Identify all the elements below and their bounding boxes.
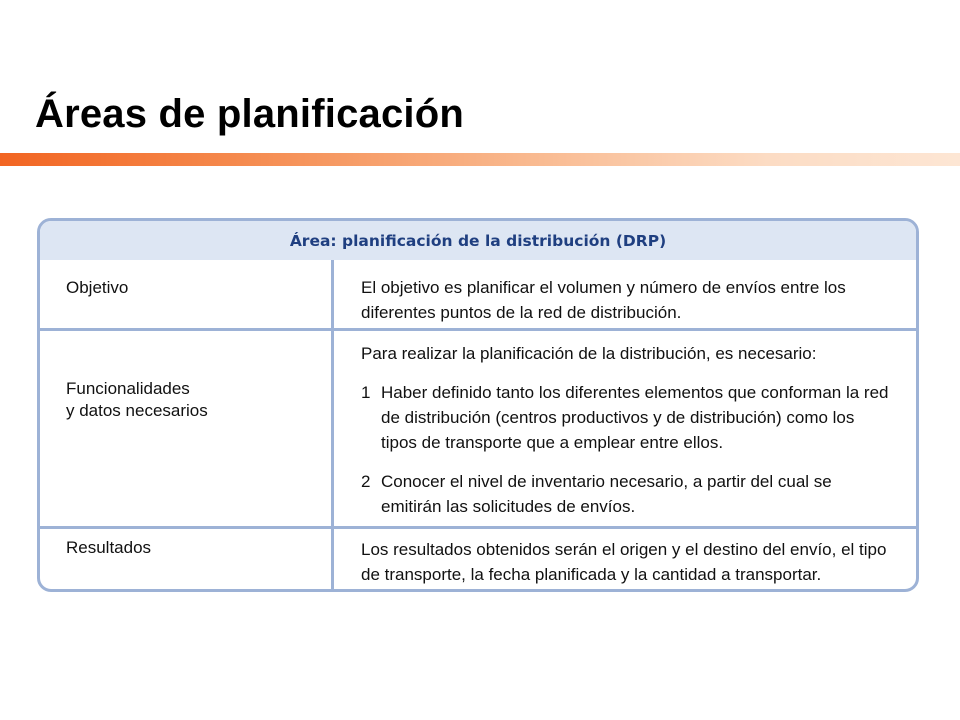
list-item (361, 469, 890, 519)
row-content-funcionalidades (334, 341, 916, 519)
page-title: Áreas de planificación (35, 92, 464, 136)
row-label-resultados: Resultados (66, 538, 152, 557)
row-label-line: Funcionalidades (66, 379, 190, 398)
list-text: Haber definido tanto los diferentes elementos que conforman la red de distribución (centros productivos y de distribución) como los tipos de transporte que a emplear entre ellos. (381, 383, 889, 452)
table-row-objetivo (40, 263, 916, 330)
list-item (361, 380, 890, 455)
row-content-objetivo: El objetivo es planificar el volumen y número de envíos entre los diferentes puntos de la red de distribución. (361, 278, 846, 322)
row-content-resultados: Los resultados obtenidos serán el origen y el destino del envío, el tipo de transporte, la fecha planificada y la cantidad a transportar. (361, 540, 887, 584)
table-header: Área: planificación de la distribución (DRP) (40, 221, 916, 260)
drp-table (37, 218, 919, 592)
list-text: Conocer el nivel de inventario necesario, a partir del cual se emitirán las solicitudes de envíos. (381, 472, 832, 516)
title-underline-bar (0, 153, 960, 166)
list-number: 1 (361, 383, 371, 402)
row-label-line: y datos necesarios (66, 401, 208, 420)
row-label-objetivo: Objetivo (66, 278, 129, 297)
table-row-funcionalidades (40, 331, 916, 526)
row-label-funcionalidades (40, 378, 358, 422)
table-row-resultados (40, 529, 916, 592)
list-number: 2 (361, 472, 371, 491)
intro-text: Para realizar la planificación de la distribución, es necesario: (361, 344, 817, 363)
